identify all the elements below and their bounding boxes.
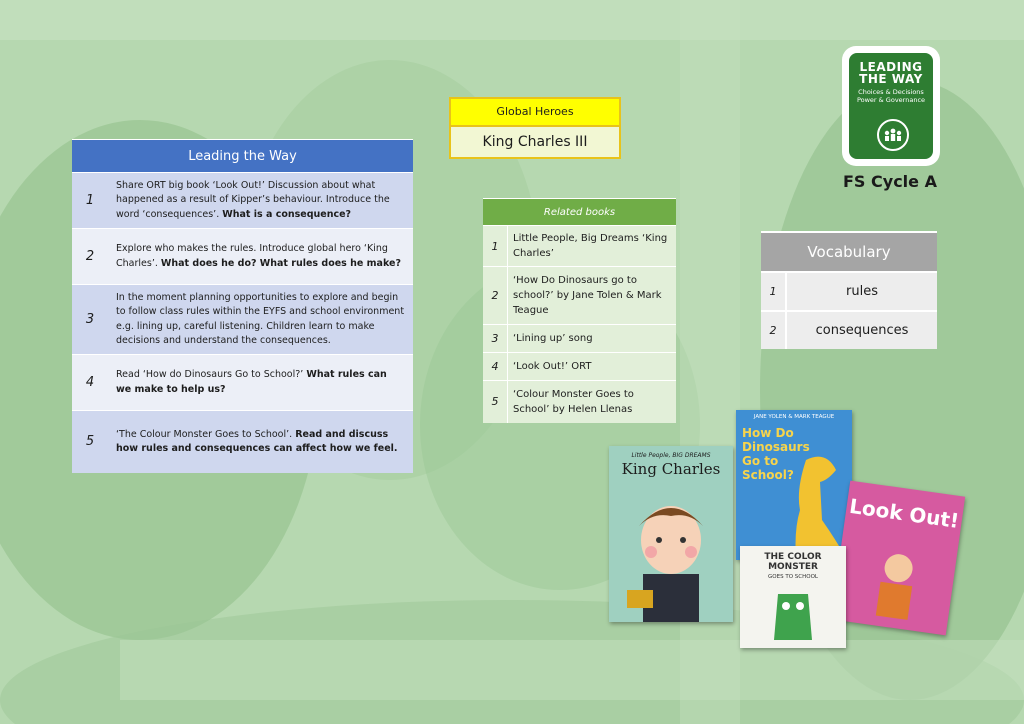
row-text: Share ORT big book ‘Look Out!’ Discussion about what happened as a result of Kipper’s behaviour. Introduce the word ‘consequences’. <box>116 180 390 220</box>
book-cover-dinosaurs <box>736 410 852 560</box>
row-question: Read and discuss how rules and consequences can affect how we feel. <box>116 428 398 454</box>
logo-subtitle-1: Choices & Decisions <box>858 88 924 96</box>
people-group-icon <box>877 119 909 151</box>
leading-the-way-table <box>72 139 413 473</box>
cover-authors: JANE YOLEN & MARK TEAGUE <box>753 414 835 420</box>
table-row: 2 Explore who makes the rules. Introduce global hero ‘King Charles’. What does he do? What rules does he make? <box>72 229 413 285</box>
monster-illustration <box>770 584 816 644</box>
cycle-label: FS Cycle A <box>843 172 937 191</box>
cover-subtitle: GOES TO SCHOOL <box>768 574 818 580</box>
row-text: ‘The Colour Monster Goes to School’. <box>116 428 293 440</box>
cover-title: Look Out! <box>847 493 961 534</box>
table-row: 2 ‘How Do Dinosaurs go to school?’ by Jane Tolen & Mark Teague <box>483 267 676 325</box>
table-row: 2 consequences <box>761 311 937 349</box>
book-cover-king-charles <box>609 446 733 622</box>
table-row: 1 Little People, Big Dreams ‘King Charles’ <box>483 226 676 267</box>
row-text: In the moment planning opportunities to explore and begin to follow class rules within the EYFS and school environment e.g. lining up, careful listening. Children learn to make decisions and understand the consequences. <box>116 292 405 346</box>
related-books-title: Related books <box>483 199 676 226</box>
row-text: Read ‘How do Dinosaurs Go to School?’ <box>116 369 304 381</box>
row-question: What does he do? What rules does he make? <box>160 257 401 269</box>
vocabulary-title: Vocabulary <box>761 232 937 272</box>
row-question: What is a consequence? <box>222 208 352 220</box>
table-row: 3 In the moment planning opportunities to explore and begin to follow class rules within the EYFS and school environment e.g. lining up, careful listening. Children learn to make decisions and understand the consequences. <box>72 285 413 355</box>
cover-title: How Do Dinosaurs Go to School? <box>742 426 810 482</box>
cover-title: THE COLOR MONSTER <box>764 552 822 572</box>
leading-the-way-logo <box>842 46 940 166</box>
logo-subtitle-2: Power & Governance <box>856 96 926 104</box>
leading-the-way-title: Leading the Way <box>72 140 413 173</box>
cover-title: King Charles <box>621 460 721 478</box>
vocabulary-table <box>761 231 937 349</box>
book-cover-colour-monster <box>740 546 846 648</box>
global-heroes-box <box>449 97 621 159</box>
king-illustration <box>609 482 733 622</box>
table-row: 5 ‘The Colour Monster Goes to School’. Read and discuss how rules and consequences can affect how we feel. <box>72 411 413 473</box>
global-heroes-title: Global Heroes <box>449 97 621 127</box>
table-row: 5 ‘Colour Monster Goes to School’ by Helen Llenas <box>483 381 676 423</box>
table-row: 4 Read ‘How do Dinosaurs Go to School?’ What rules can we make to help us? <box>72 355 413 411</box>
global-hero-name: King Charles III <box>449 127 621 159</box>
table-row: 1 rules <box>761 272 937 311</box>
table-row: 1 Share ORT big book ‘Look Out!’ Discussion about what happened as a result of Kipper’s behaviour. Introduce the word ‘consequences’. What is a consequence? <box>72 173 413 229</box>
row-text: Explore who makes the rules. Introduce global hero ‘King Charles’. <box>116 243 388 269</box>
table-row: 4 ‘Look Out!’ ORT <box>483 353 676 381</box>
child-illustration <box>851 543 941 633</box>
table-row: 3 ‘Lining up’ song <box>483 325 676 353</box>
related-books-table <box>483 198 676 423</box>
row-question: What rules can we make to help us? <box>116 369 387 395</box>
logo-title: LEADING THE WAY <box>859 60 923 86</box>
book-cover-look-out <box>831 481 965 636</box>
cover-series: Little People, BIG DREAMS <box>631 452 711 459</box>
